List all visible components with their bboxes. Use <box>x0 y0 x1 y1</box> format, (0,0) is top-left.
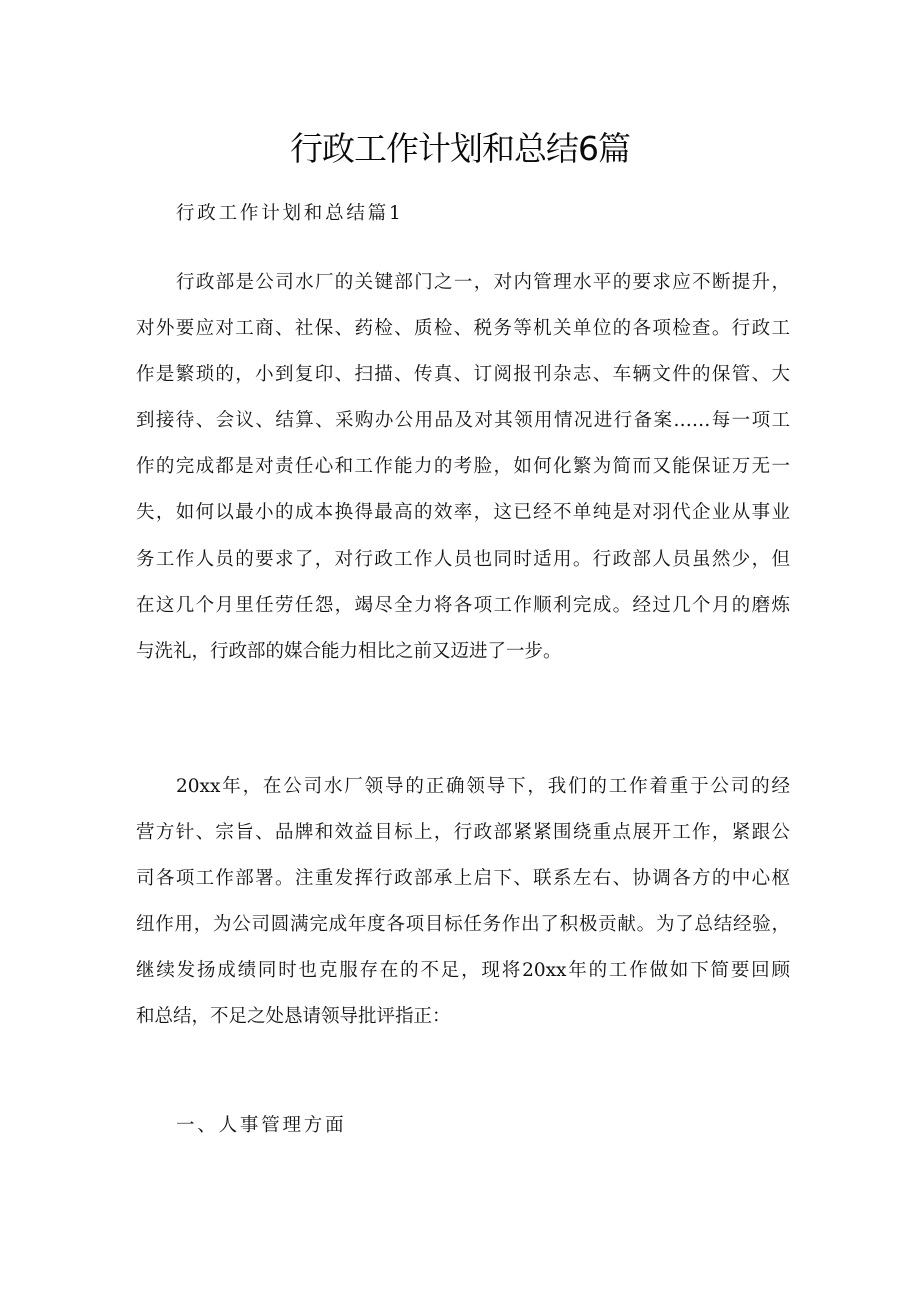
paragraph-line: 20xx年，在公司水厂领导的正确领导下，我们的工作着重于公司的经 <box>176 776 790 797</box>
paragraph-line: 到接待、会议、结算、采购办公用品及对其领用情况进行备案……每一项工 <box>136 410 790 432</box>
paragraph-line: 在这几个月里任劳任怨，竭尽全力将各项工作顺利完成。经过几个月的磨炼 <box>136 594 790 616</box>
paragraph-line: 司各项工作部署。注重发挥行政部承上启下、联系左右、协调各方的中心枢 <box>136 868 790 890</box>
paragraph-line: 继续发扬成绩同时也克服存在的不足，现将20xx年的工作做如下简要回顾 <box>136 960 790 982</box>
paragraph-line: 作是繁琐的，小到复印、扫描、传真、订阅报刊杂志、车辆文件的保管、大 <box>136 364 790 386</box>
paragraph-line: 失，如何以最小的成本换得最高的效率，这已经不单纯是对羽代企业从事业 <box>136 502 790 524</box>
paragraph-summary <box>136 764 790 1041</box>
section-heading-personnel: 一、人事管理方面 <box>176 1115 347 1136</box>
paragraph-intro <box>136 260 790 675</box>
paragraph-line: 营方针、宗旨、品牌和效益目标上，行政部紧紧围绕重点展开工作，紧跟公 <box>136 822 790 844</box>
section-title: 行政工作计划和总结篇1 <box>176 203 404 224</box>
paragraph-line: 纽作用，为公司圆满完成年度各项目标任务作出了积极贡献。为了总结经验， <box>136 914 790 936</box>
paragraph-line: 作的完成都是对责任心和工作能力的考脸，如何化繁为简而又能保证万无一 <box>136 456 790 478</box>
paragraph-line: 与洗礼，行政部的媒合能力相比之前又迈进了一步。 <box>136 640 562 662</box>
paragraph-line: 务工作人员的要求了，对行政工作人员也同时适用。行政部人员虽然少，但 <box>136 548 790 570</box>
paragraph-line: 和总结，不足之处恳请领导批评指正： <box>136 1006 451 1028</box>
document-title: 行政工作计划和总结6篇 <box>290 129 630 168</box>
paragraph-line: 对外要应对工商、社保、药检、质检、税务等机关单位的各项检查。行政工 <box>136 318 790 340</box>
paragraph-line: 行政部是公司水厂的关键部门之一，对内管理水平的要求应不断提升， <box>176 272 790 293</box>
